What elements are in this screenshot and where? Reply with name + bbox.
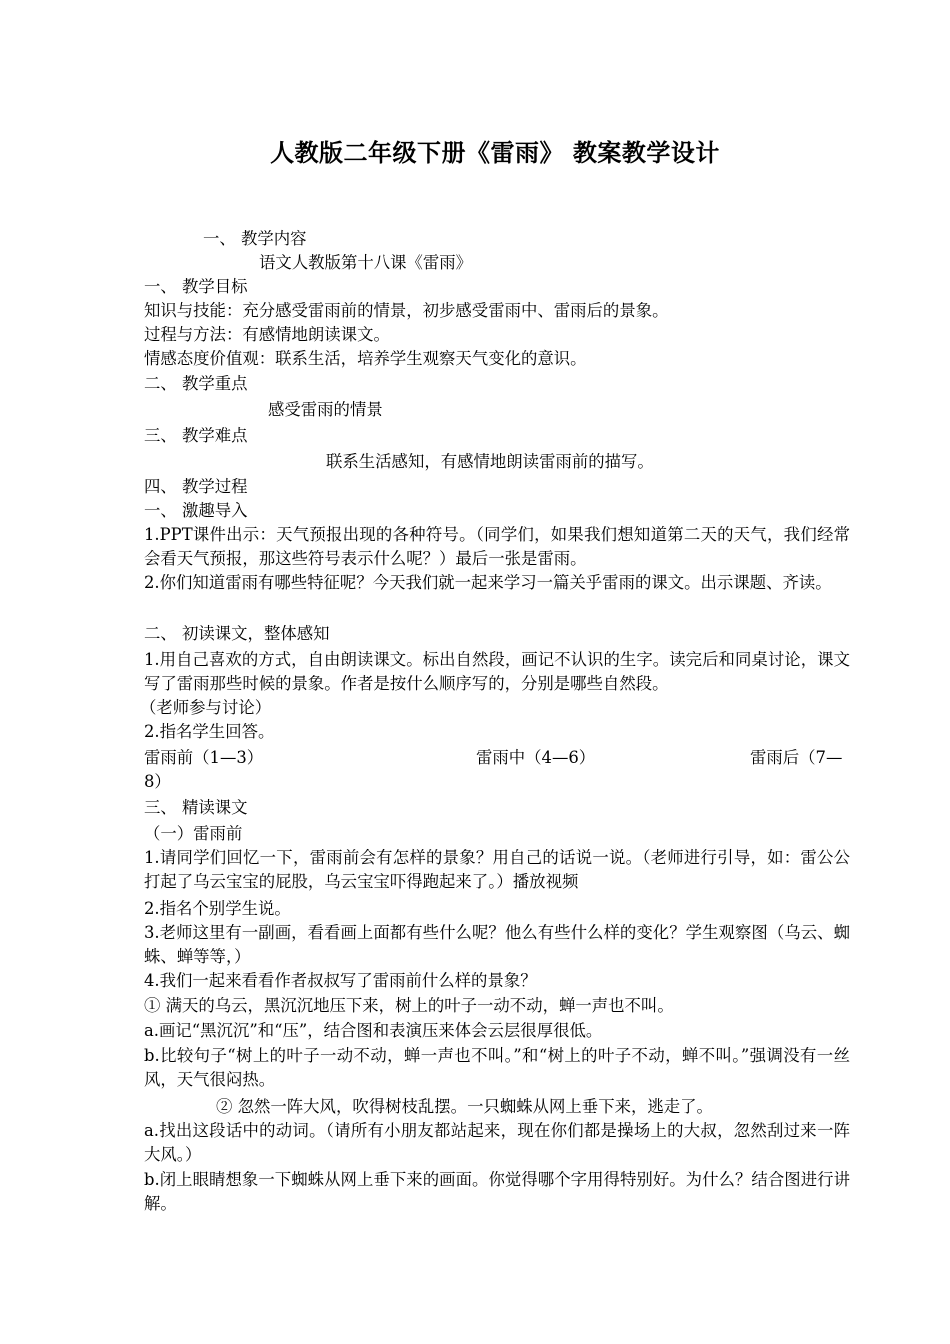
heading-content: 一、 教学内容 bbox=[203, 229, 307, 248]
segment-during-rain: 雷雨中（4—6） bbox=[476, 748, 596, 767]
sentence-one-a: a.画记“黑沉沉”和“压”，结合图和表演压来体会云层很厚很低。 bbox=[144, 1021, 603, 1040]
before-rain-item-2: 2.指名个别学生说。 bbox=[144, 899, 291, 918]
sentence-two-a: a.找出这段话中的动词。（请所有小朋友都站起来，现在你们都是操场上的大叔，忽然刮过来一阵大风。） bbox=[144, 1121, 850, 1164]
subheading-first-reading: 二、 初读课文，整体感知 bbox=[144, 624, 330, 643]
objective-emotion: 情感态度价值观：联系生活，培养学生观察天气变化的意识。 bbox=[144, 349, 587, 368]
reading-item-2: 2.指名学生回答。 bbox=[144, 722, 275, 741]
sentence-one-b: b.比较句子“树上的叶子一动不动，蝉一声也不叫。”和“树上的叶子不动，蝉不叫。”强调没有一丝风，天气很闷热。 bbox=[144, 1046, 850, 1089]
heading-process: 四、 教学过程 bbox=[144, 477, 248, 496]
content-text: 语文人教版第十八课《雷雨》 bbox=[259, 253, 473, 272]
before-rain-item-3: 3.老师这里有一副画，看看画上面都有些什么呢？他么有些什么样的变化？学生观察图（乌云、蜘蛛、蝉等等，） bbox=[144, 923, 850, 966]
heading-objectives: 一、 教学目标 bbox=[144, 277, 248, 296]
objective-process: 过程与方法：有感情地朗读课文。 bbox=[144, 325, 390, 344]
sentence-two-b: b.闭上眼睛想象一下蜘蛛从网上垂下来的画面。你觉得哪个字用得特别好。为什么？结合图进行讲解。 bbox=[144, 1170, 850, 1213]
subheading-before-rain: （一）雷雨前 bbox=[144, 824, 243, 843]
intro-item-1: 1.PPT课件出示：天气预报出现的各种符号。（同学们，如果我们想知道第二天的天气，我们经常会看天气预报，那这些符号表示什么呢？）最后一张是雷雨。 bbox=[144, 525, 850, 568]
reading-item-1: 1.用自己喜欢的方式，自由朗读课文。标出自然段，画记不认识的生字。读完后和同桌讨论，课文写了雷雨那些时候的景象。作者是按什么顺序写的，分别是哪些自然段。 bbox=[144, 650, 850, 693]
objective-knowledge: 知识与技能：充分感受雷雨前的情景，初步感受雷雨中、雷雨后的景象。 bbox=[144, 301, 669, 320]
heading-key-points: 二、 教学重点 bbox=[144, 374, 248, 393]
sentence-one: ① 满天的乌云，黑沉沉地压下来，树上的叶子一动不动，蝉一声也不叫。 bbox=[144, 996, 674, 1015]
segment-before-rain: 雷雨前（1—3） bbox=[144, 748, 264, 767]
before-rain-item-4: 4.我们一起来看看作者叔叔写了雷雨前什么样的景象？ bbox=[144, 971, 537, 990]
intro-item-2: 2.你们知道雷雨有哪些特征呢？今天我们就一起来学习一篇关乎雷雨的课文。出示课题、齐读。 bbox=[144, 573, 832, 592]
heading-difficulty: 三、 教学难点 bbox=[144, 426, 248, 445]
segment-after-rain-end: 8） bbox=[144, 772, 171, 791]
difficulty-text: 联系生活感知，有感情地朗读雷雨前的描写。 bbox=[326, 452, 654, 471]
key-point-text: 感受雷雨的情景 bbox=[268, 400, 383, 419]
sentence-two: ② 忽然一阵大风，吹得树枝乱摆。一只蜘蛛从网上垂下来，逃走了。 bbox=[216, 1097, 713, 1116]
document-title: 人教版二年级下册《雷雨》 教案教学设计 bbox=[270, 138, 720, 167]
segment-after-rain: 雷雨后（7— bbox=[750, 748, 843, 767]
reading-item-1-note: （老师参与讨论） bbox=[140, 698, 272, 717]
subheading-close-reading: 三、 精读课文 bbox=[144, 798, 248, 817]
before-rain-item-1: 1.请同学们回忆一下，雷雨前会有怎样的景象？用自己的话说一说。（老师进行引导，如：雷公公打起了乌云宝宝的屁股，乌云宝宝吓得跑起来了。）播放视频 bbox=[144, 848, 850, 891]
subheading-intro: 一、 激趣导入 bbox=[144, 501, 248, 520]
